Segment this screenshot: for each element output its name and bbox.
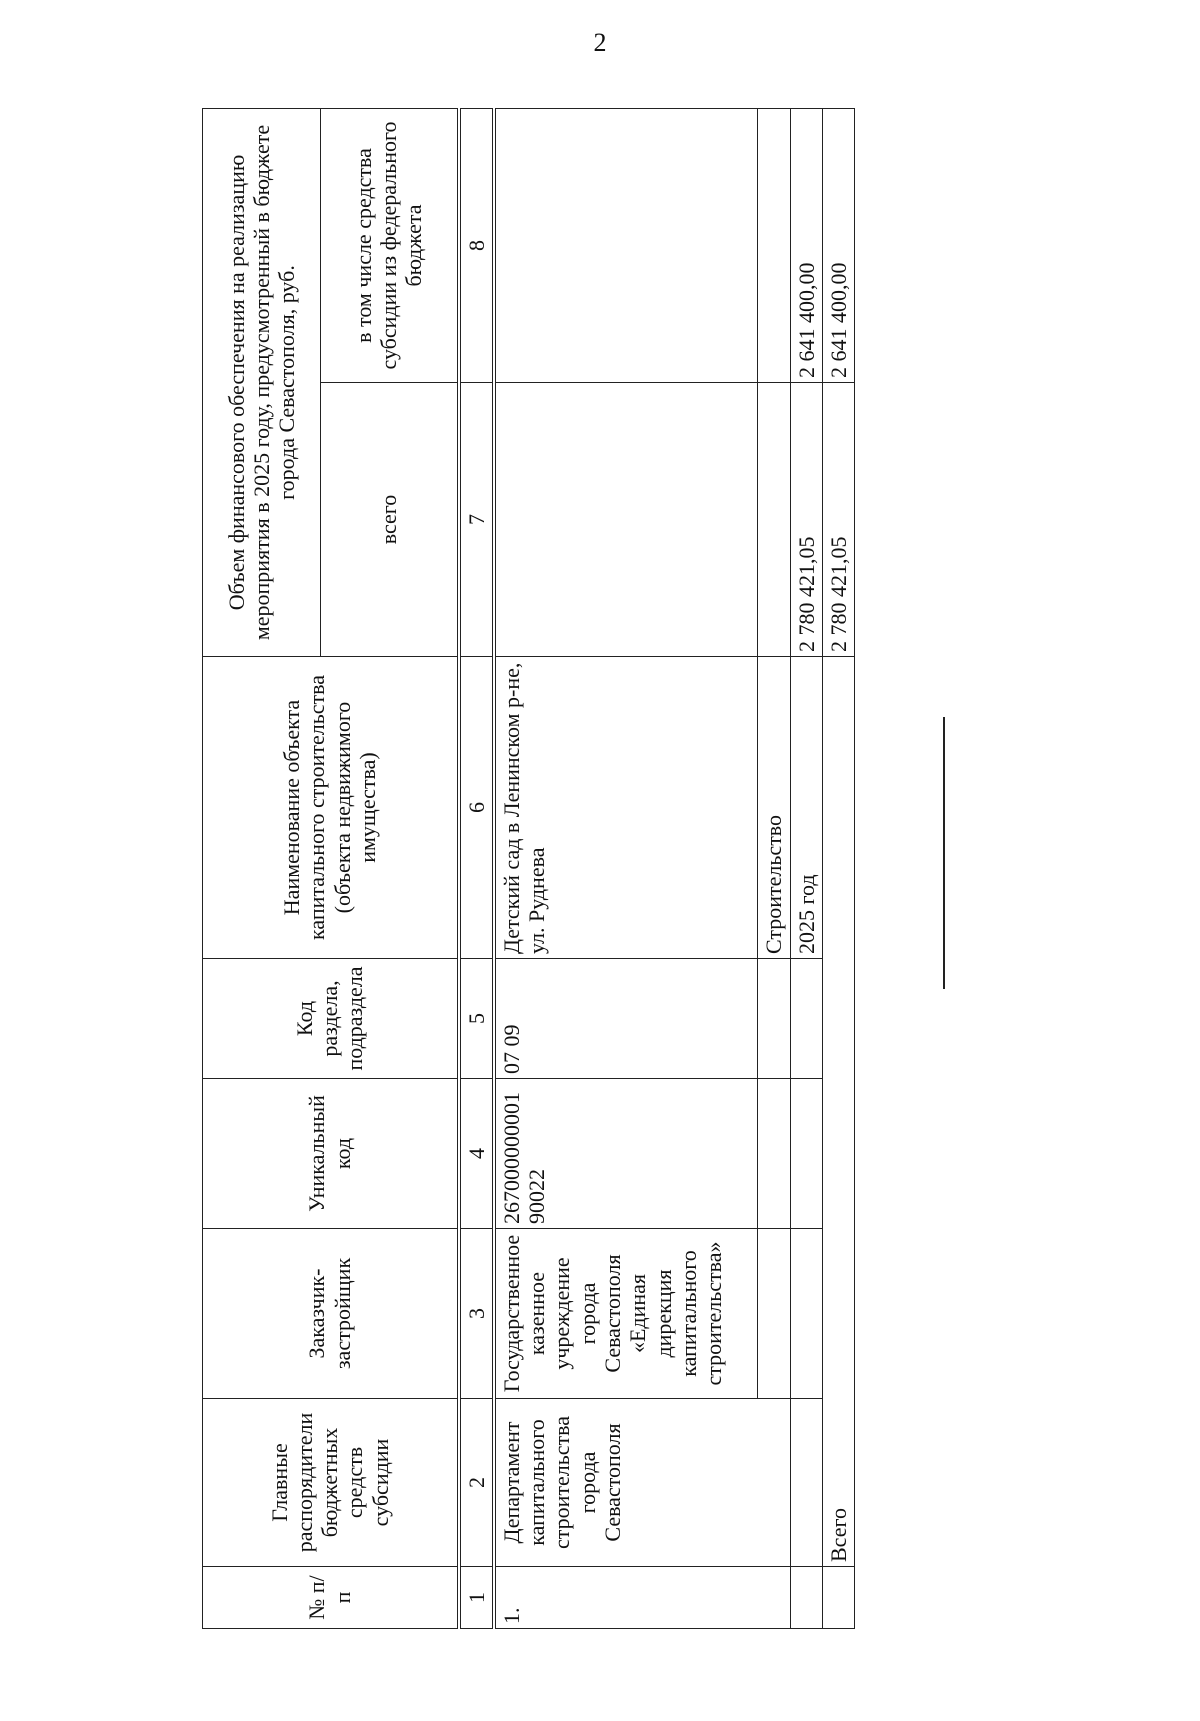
year-federal: 2 641 400,00 xyxy=(790,108,822,382)
colnum-5: 5 xyxy=(459,959,494,1079)
header-section-code: Код раздела, подраздела xyxy=(203,959,459,1079)
rotated-table-area xyxy=(202,109,862,1629)
colnum-6: 6 xyxy=(459,657,494,959)
header-manager: Главные распорядители бюджетных средств субсидии xyxy=(203,1399,459,1567)
header-customer: Заказчик-застройщик xyxy=(203,1229,459,1399)
year-blank-5 xyxy=(790,959,822,1079)
funding-table xyxy=(202,108,855,1629)
header-object-name: Наименование объекта капитального строительства (объекта недвижимого имущества) xyxy=(203,657,459,959)
row-num: 1. xyxy=(494,1567,790,1629)
total-sum: 2 780 421,05 xyxy=(822,383,854,657)
row-unique-code: 26700000000190022 xyxy=(494,1079,758,1229)
construction-blank-4 xyxy=(758,1079,790,1229)
colnum-2: 2 xyxy=(459,1399,494,1567)
row-federal-empty xyxy=(494,108,758,382)
year-blank-4 xyxy=(790,1079,822,1229)
year-blank-3 xyxy=(790,1229,822,1399)
year-blank-1 xyxy=(790,1567,822,1629)
page-number: 2 xyxy=(593,28,607,57)
header-federal: в том числе средства субсидии из федерального бюджета xyxy=(321,108,459,382)
construction-blank-8 xyxy=(758,108,790,382)
year-total: 2 780 421,05 xyxy=(790,383,822,657)
construction-blank-5 xyxy=(758,959,790,1079)
construction-blank-7 xyxy=(758,383,790,657)
colnum-1: 1 xyxy=(459,1567,494,1629)
closing-rule xyxy=(943,717,945,989)
header-unique-code: Уникальный код xyxy=(203,1079,459,1229)
header-funding-group: Объем финансового обеспечения на реализацию мероприятия в 2025 году, предусмотренный в бюджете города Севастополя, руб. xyxy=(203,108,321,656)
landscape-page xyxy=(202,109,862,1629)
row-customer: Государственное казенное учреждение города Севастополя «Единая дирекция капитального строительства» xyxy=(494,1229,758,1399)
total-blank-1 xyxy=(822,1567,854,1629)
row-section-code: 07 09 xyxy=(494,959,758,1079)
row-object-name: Детский сад в Ленинском р-не, ул. Руднева xyxy=(494,657,758,959)
total-federal: 2 641 400,00 xyxy=(822,108,854,382)
colnum-4: 4 xyxy=(459,1079,494,1229)
construction-label: Строительство xyxy=(758,657,790,959)
total-label: Всего xyxy=(822,657,854,1567)
construction-blank-3 xyxy=(758,1229,790,1399)
year-label: 2025 год xyxy=(790,657,822,959)
colnum-8: 8 xyxy=(459,108,494,382)
row-manager: Департамент капитального строительства города Севастополя xyxy=(494,1399,790,1567)
header-total: всего xyxy=(321,383,459,657)
row-total-empty xyxy=(494,383,758,657)
header-num: № п/п xyxy=(203,1567,459,1629)
year-blank-2 xyxy=(790,1399,822,1567)
colnum-3: 3 xyxy=(459,1229,494,1399)
colnum-7: 7 xyxy=(459,383,494,657)
